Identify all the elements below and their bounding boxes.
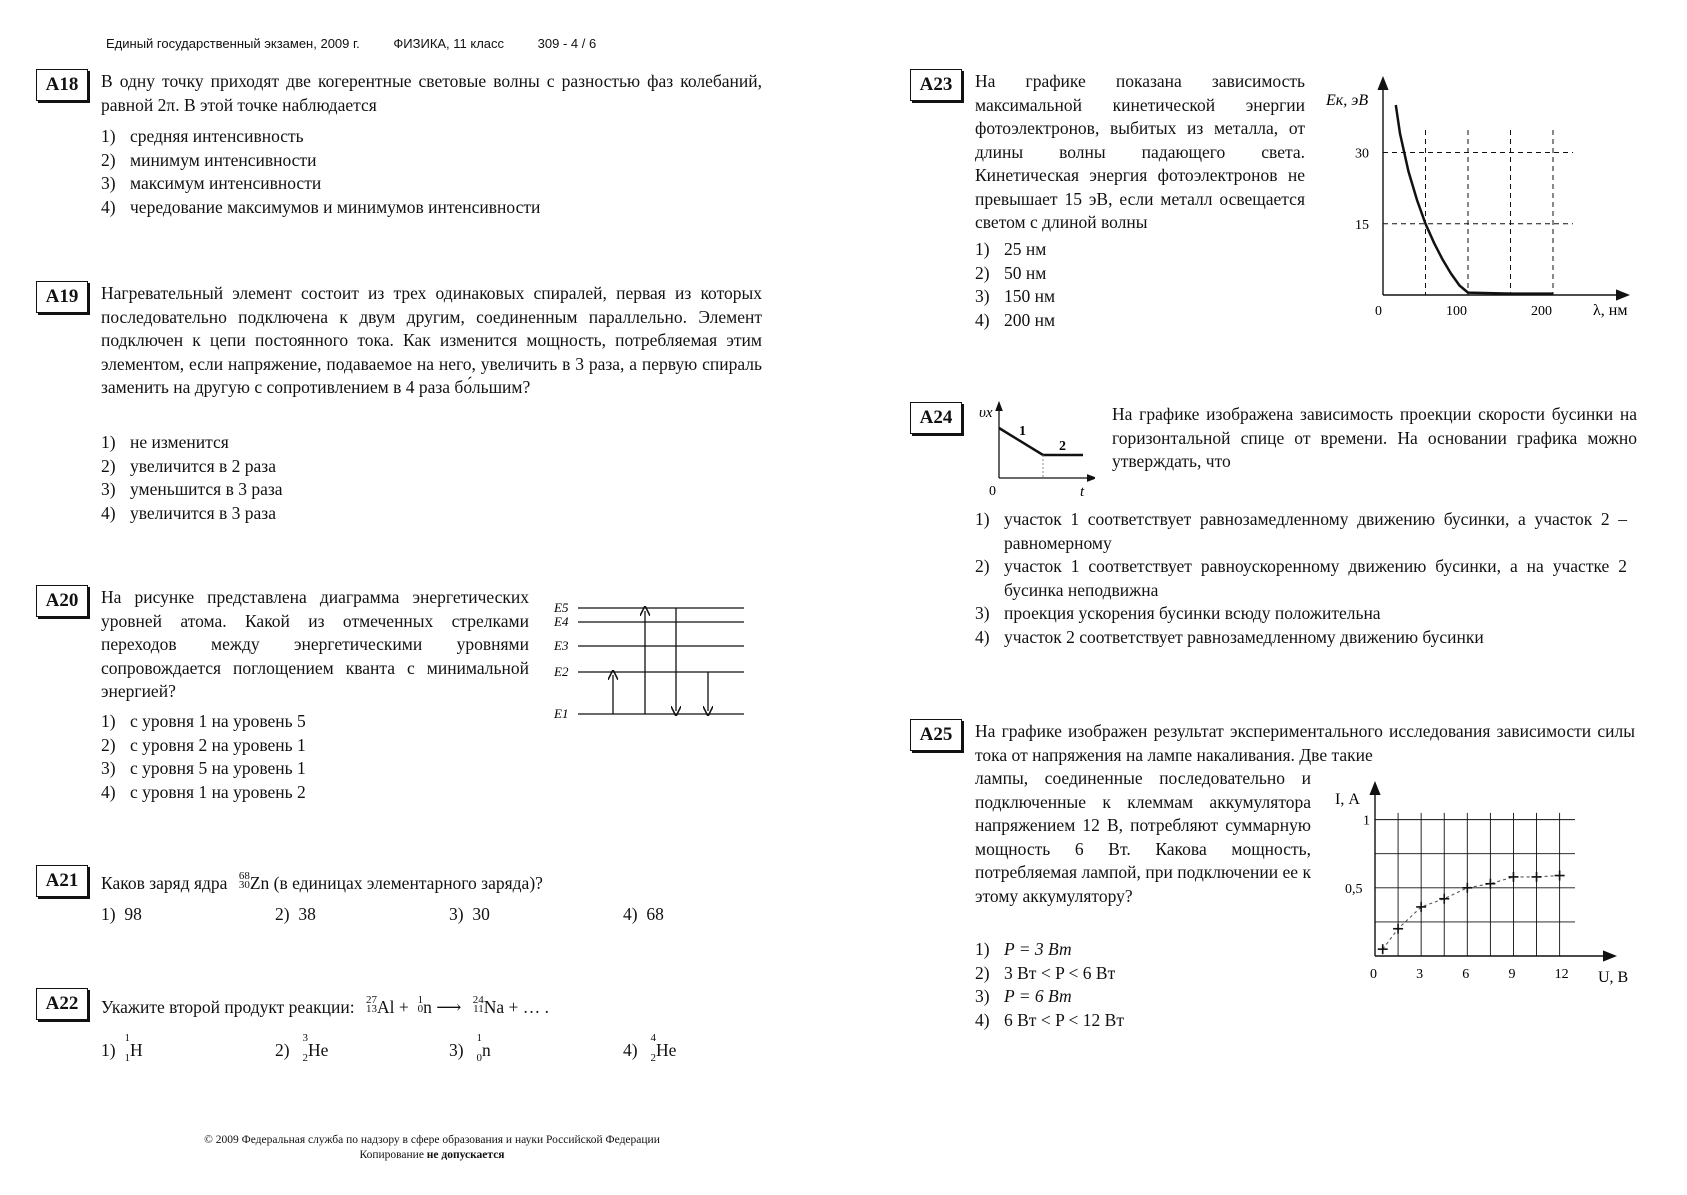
option[interactable]: 1) 25 нм xyxy=(975,239,1047,259)
option[interactable]: 1) средняя интенсивность xyxy=(101,126,304,146)
exam-title: Единый государственный экзамен, 2009 г. xyxy=(106,36,360,51)
option[interactable]: 3) максимум интенсивности xyxy=(101,173,322,193)
option[interactable]: 2) участок 1 соответствует равноускоренному движению бусинки, а на участке 2 бусинка неподвижна xyxy=(975,556,1627,600)
x-tick-label: 200 xyxy=(1531,304,1552,319)
option[interactable]: 3) 150 нм xyxy=(975,286,1056,306)
option[interactable]: 3) проекция ускорения бусинки всюду положительна xyxy=(975,603,1381,623)
y-axis-label: Eк, эВ xyxy=(1326,92,1369,109)
option[interactable]: 2) с уровня 2 на уровень 1 xyxy=(101,734,306,755)
y-axis-label: I, А xyxy=(1335,791,1360,808)
level-label: E3 xyxy=(554,638,569,653)
question-label-a18: А18 xyxy=(36,69,88,101)
x-tick-label: 6 xyxy=(1462,967,1470,982)
option[interactable]: 1) участок 1 соответствует равнозамедленному движению бусинки, а участок 2 – равномерному xyxy=(975,509,1627,553)
data-point xyxy=(1439,894,1449,904)
data-point xyxy=(1378,944,1388,954)
segment-label-2: 2 xyxy=(1059,439,1066,454)
x-axis-label: λ, нм xyxy=(1593,302,1628,319)
question-label-a25: А25 xyxy=(910,719,962,751)
question-label-a22: А22 xyxy=(36,988,88,1020)
y-tick-label: 30 xyxy=(1355,146,1369,162)
data-point xyxy=(1485,879,1495,889)
option[interactable]: 4) с уровня 1 на уровень 2 xyxy=(101,781,306,802)
energy-curve xyxy=(1396,105,1553,294)
question-text-a22: Укажите второй продукт реакции: 27 13 Al + 1 0 n ⟶ 24 11 Na + … . xyxy=(101,994,549,1017)
y-axis-label: υx xyxy=(979,405,993,421)
option[interactable]: 1) не изменится xyxy=(101,432,229,452)
reaction-arrow-icon: ⟶ xyxy=(436,997,462,1017)
data-point xyxy=(1462,883,1472,893)
y-tick-label: 15 xyxy=(1355,217,1369,233)
level-label: E4 xyxy=(554,614,569,629)
options-a25 xyxy=(975,938,1295,1032)
option[interactable]: 2) минимум интенсивности xyxy=(101,149,317,170)
x-tick-label: 12 xyxy=(1554,967,1569,982)
x-tick-label: 3 xyxy=(1416,967,1424,982)
option[interactable]: 4) 6 Вт < P < 12 Вт xyxy=(975,1009,1124,1030)
x-axis-label: U, В xyxy=(1598,969,1629,986)
options-a23 xyxy=(975,238,1275,332)
fit-curve xyxy=(1383,876,1560,950)
copyright-line: © 2009 Федеральная служба по надзору в сфере образования и науки Российской Федерации xyxy=(204,1134,660,1146)
question-label-a24: А24 xyxy=(910,402,962,434)
option[interactable]: 1) с уровня 1 на уровень 5 xyxy=(101,711,306,731)
options-a24 xyxy=(975,508,1627,649)
x-tick-label: 0 xyxy=(1375,304,1382,319)
nuclide: 68 30 xyxy=(238,870,250,891)
page-header xyxy=(106,36,626,51)
data-point xyxy=(1532,872,1542,882)
x-tick-label: 0 xyxy=(1370,967,1377,982)
question-text-a24: На графике изображена зависимость проекции скорости бусинки на горизонтальной спице от времени. На основании графика можно утверждать, что xyxy=(1112,404,1637,471)
option[interactable]: 4) участок 2 соответствует равнозамедленному движению бусинки xyxy=(975,626,1484,647)
option[interactable]: 2) 3 Вт < P < 6 Вт xyxy=(975,962,1116,983)
segment-label-1: 1 xyxy=(1019,424,1026,439)
question-text-a23: На графике показана зависимость максимальной кинетической энергии фотоэлектронов, выбитых из металла, от длины волны падающего света. Кинетическая энергия фотоэлектронов не превышает 15 эВ, если металл освещается светом с длиной волны xyxy=(975,71,1305,232)
level-label: E5 xyxy=(554,600,569,615)
question-text-a25-side: лампы, соединенные последовательно и подключенные к клеммам аккумулятора напряжением 12 В, потребляют суммарную мощность 6 Вт. Какова мощность, потребляемая лампой, при подключении ее к этому аккумулятору? xyxy=(975,768,1311,906)
option[interactable]: 1) 98 xyxy=(101,904,142,924)
option[interactable]: 4) чередование максимумов и минимумов интенсивности xyxy=(101,196,541,217)
option[interactable]: 2) увеличится в 2 раза xyxy=(101,455,276,476)
option[interactable]: 2) 3 2 He xyxy=(275,1032,329,1064)
question-text-a25: На графике изображен результат экспериментального исследования зависимости силы тока от напряжения на лампе накаливания. Две такие xyxy=(975,721,1635,765)
option[interactable]: 1) P = 3 Вт xyxy=(975,939,1072,959)
option[interactable]: 3) P = 6 Вт xyxy=(975,986,1072,1006)
copy-notice: Копирование не допускается xyxy=(359,1149,505,1161)
option[interactable]: 1) 1 1 H xyxy=(101,1032,143,1064)
question-label-a20: А20 xyxy=(36,585,88,617)
question-label-a23: А23 xyxy=(910,69,962,101)
question-label-a21: А21 xyxy=(36,865,88,897)
option[interactable]: 4) 68 xyxy=(623,904,664,924)
question-text-a20: На рисунке представлена диаграмма энергетических уровней атома. Какой из отмеченных стрелками переходов между энергетическими уровнями сопровождается поглощением кванта с минимальной энергией? xyxy=(101,587,529,701)
option[interactable]: 3) с уровня 5 на уровень 1 xyxy=(101,758,306,778)
option[interactable]: 4) 200 нм xyxy=(975,309,1056,330)
level-label: E1 xyxy=(554,706,569,721)
option[interactable]: 2) 38 xyxy=(275,904,316,924)
options-a20 xyxy=(101,710,531,804)
level-label: E2 xyxy=(554,664,569,679)
options-a18 xyxy=(101,125,761,219)
velocity-time-graph xyxy=(975,400,1095,500)
question-text-a19: Нагревательный элемент состоит из трех одинаковых спиралей, первая из которых последовательно подключена к двум другим, соединенным параллельно. Элемент подключен к цепи постоянного тока. Как изменится мощность, потребляемая этим элементом, если напряжение, подаваемое на него, увеличить в 3 раза, а первую спираль заменить на другую с сопротивлением в 4 раза бо́льшим? xyxy=(101,283,762,397)
y-tick-label: 0,5 xyxy=(1345,881,1363,897)
question-text-a18: В одну точку приходят две когерентные световые волны с разностью фаз колебаний, равной 2π. В этой точке наблюдается xyxy=(101,71,762,115)
question-text-a21: Каков заряд ядра 68 30 Zn (в единицах элементарного заряда)? xyxy=(101,870,543,893)
option[interactable]: 3) уменьшится в 3 раза xyxy=(101,479,283,499)
data-point xyxy=(1416,902,1426,912)
current-voltage-chart xyxy=(1325,780,1645,990)
option[interactable]: 3) 1 0 n xyxy=(449,1032,491,1064)
origin-label: 0 xyxy=(989,484,996,499)
data-point xyxy=(1508,872,1518,882)
copyright-footer xyxy=(168,1133,696,1163)
velocity-line xyxy=(999,428,1083,455)
option[interactable]: 4) 4 2 He xyxy=(623,1032,677,1064)
x-tick-label: 9 xyxy=(1508,967,1516,982)
option[interactable]: 2) 50 нм xyxy=(975,262,1047,283)
option[interactable]: 3) 30 xyxy=(449,904,490,924)
option[interactable]: 4) увеличится в 3 раза xyxy=(101,502,276,523)
y-tick-label: 1 xyxy=(1363,813,1370,829)
data-point xyxy=(1555,871,1565,881)
x-tick-label: 100 xyxy=(1446,304,1467,319)
question-label-a19: А19 xyxy=(36,281,88,313)
page-number: 309 - 4 / 6 xyxy=(537,36,597,51)
x-axis-label: t xyxy=(1080,484,1085,500)
subject: ФИЗИКА, 11 класс xyxy=(393,36,505,51)
energy-wavelength-chart xyxy=(1318,75,1638,325)
energy-level-diagram xyxy=(548,594,748,724)
options-a19 xyxy=(101,431,761,525)
